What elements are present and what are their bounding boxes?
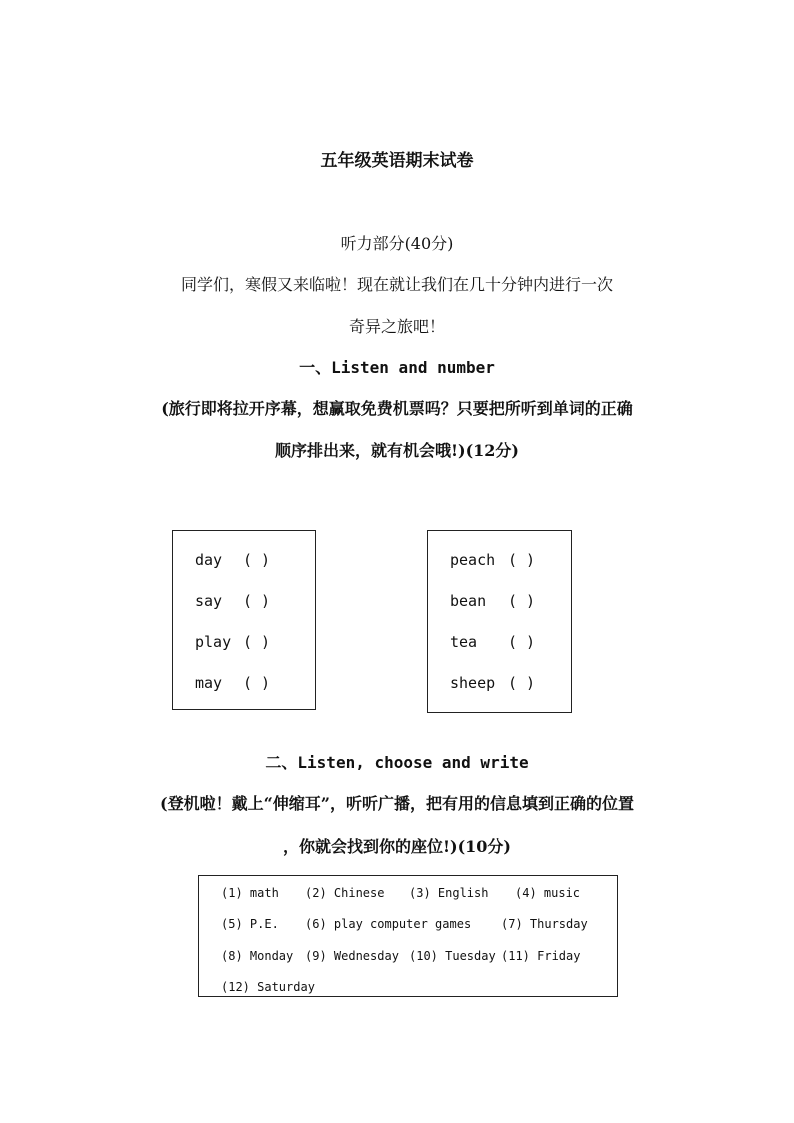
word: play [195, 633, 232, 651]
section2-instruction-2: ，你就会找到你的座位!)(10分) [282, 837, 511, 856]
section1-instruction-1: (旅行即将拉开序幕，想赢取免费机票吗？只要把所听到单词的正确 [161, 399, 633, 418]
answer-blank[interactable]: ( ) [243, 551, 271, 569]
page-title: 五年级英语期末试卷 [320, 151, 474, 171]
word-row [450, 551, 535, 573]
section1-number: 一、 [299, 358, 332, 377]
word-row [195, 633, 270, 655]
section1-title: Listen and number [331, 358, 495, 377]
listening-header: 听力部分(40分) [340, 234, 454, 253]
section2-instruction-1: (登机啦！戴上“伸缩耳”，听听广播，把有用的信息填到正确的位置 [160, 794, 634, 813]
word-box-left [172, 530, 316, 710]
option-item: (9) Wednesday [305, 949, 399, 963]
option-item: (6) play computer games [305, 917, 472, 931]
option-item: (11) Friday [501, 949, 581, 963]
word-row [450, 674, 535, 696]
word-row [450, 633, 535, 655]
word-row [195, 674, 270, 696]
section2-title: Listen, choose and write [297, 753, 529, 772]
option-item: (5) P.E. [221, 917, 279, 931]
intro-line-1: 同学们，寒假又来临啦！现在就让我们在几十分钟内进行一次 [180, 275, 613, 294]
word: may [195, 674, 223, 692]
word-row [450, 592, 535, 614]
word: peach [450, 551, 496, 569]
section1-heading [0, 355, 794, 378]
answer-blank[interactable]: ( ) [508, 633, 536, 651]
answer-blank[interactable]: ( ) [508, 674, 536, 692]
option-item: (12) Saturday [221, 980, 315, 994]
word: bean [450, 592, 487, 610]
answer-blank[interactable]: ( ) [508, 592, 536, 610]
option-item: (4) music [515, 886, 581, 900]
option-item: (7) Thursday [501, 917, 588, 931]
word-row [195, 592, 270, 614]
word-box-right [427, 530, 572, 713]
word: sheep [450, 674, 496, 692]
answer-blank[interactable]: ( ) [243, 674, 271, 692]
option-item: (10) Tuesday [409, 949, 496, 963]
answer-blank[interactable]: ( ) [243, 633, 271, 651]
option-item: (1) math [221, 886, 279, 900]
section2-number: 二、 [265, 753, 298, 772]
answer-blank[interactable]: ( ) [243, 592, 271, 610]
option-item: (3) English [409, 886, 489, 900]
section2-heading [0, 750, 794, 773]
section1-instruction-2: 顺序排出来，就有机会哦!)(12分) [274, 441, 519, 460]
answer-blank[interactable]: ( ) [508, 551, 536, 569]
option-item: (2) Chinese [305, 886, 385, 900]
word-row [195, 551, 270, 573]
word: tea [450, 633, 478, 651]
options-box [198, 875, 618, 997]
option-item: (8) Monday [221, 949, 294, 963]
intro-line-2: 奇异之旅吧！ [348, 317, 445, 336]
word: say [195, 592, 223, 610]
word: day [195, 551, 223, 569]
